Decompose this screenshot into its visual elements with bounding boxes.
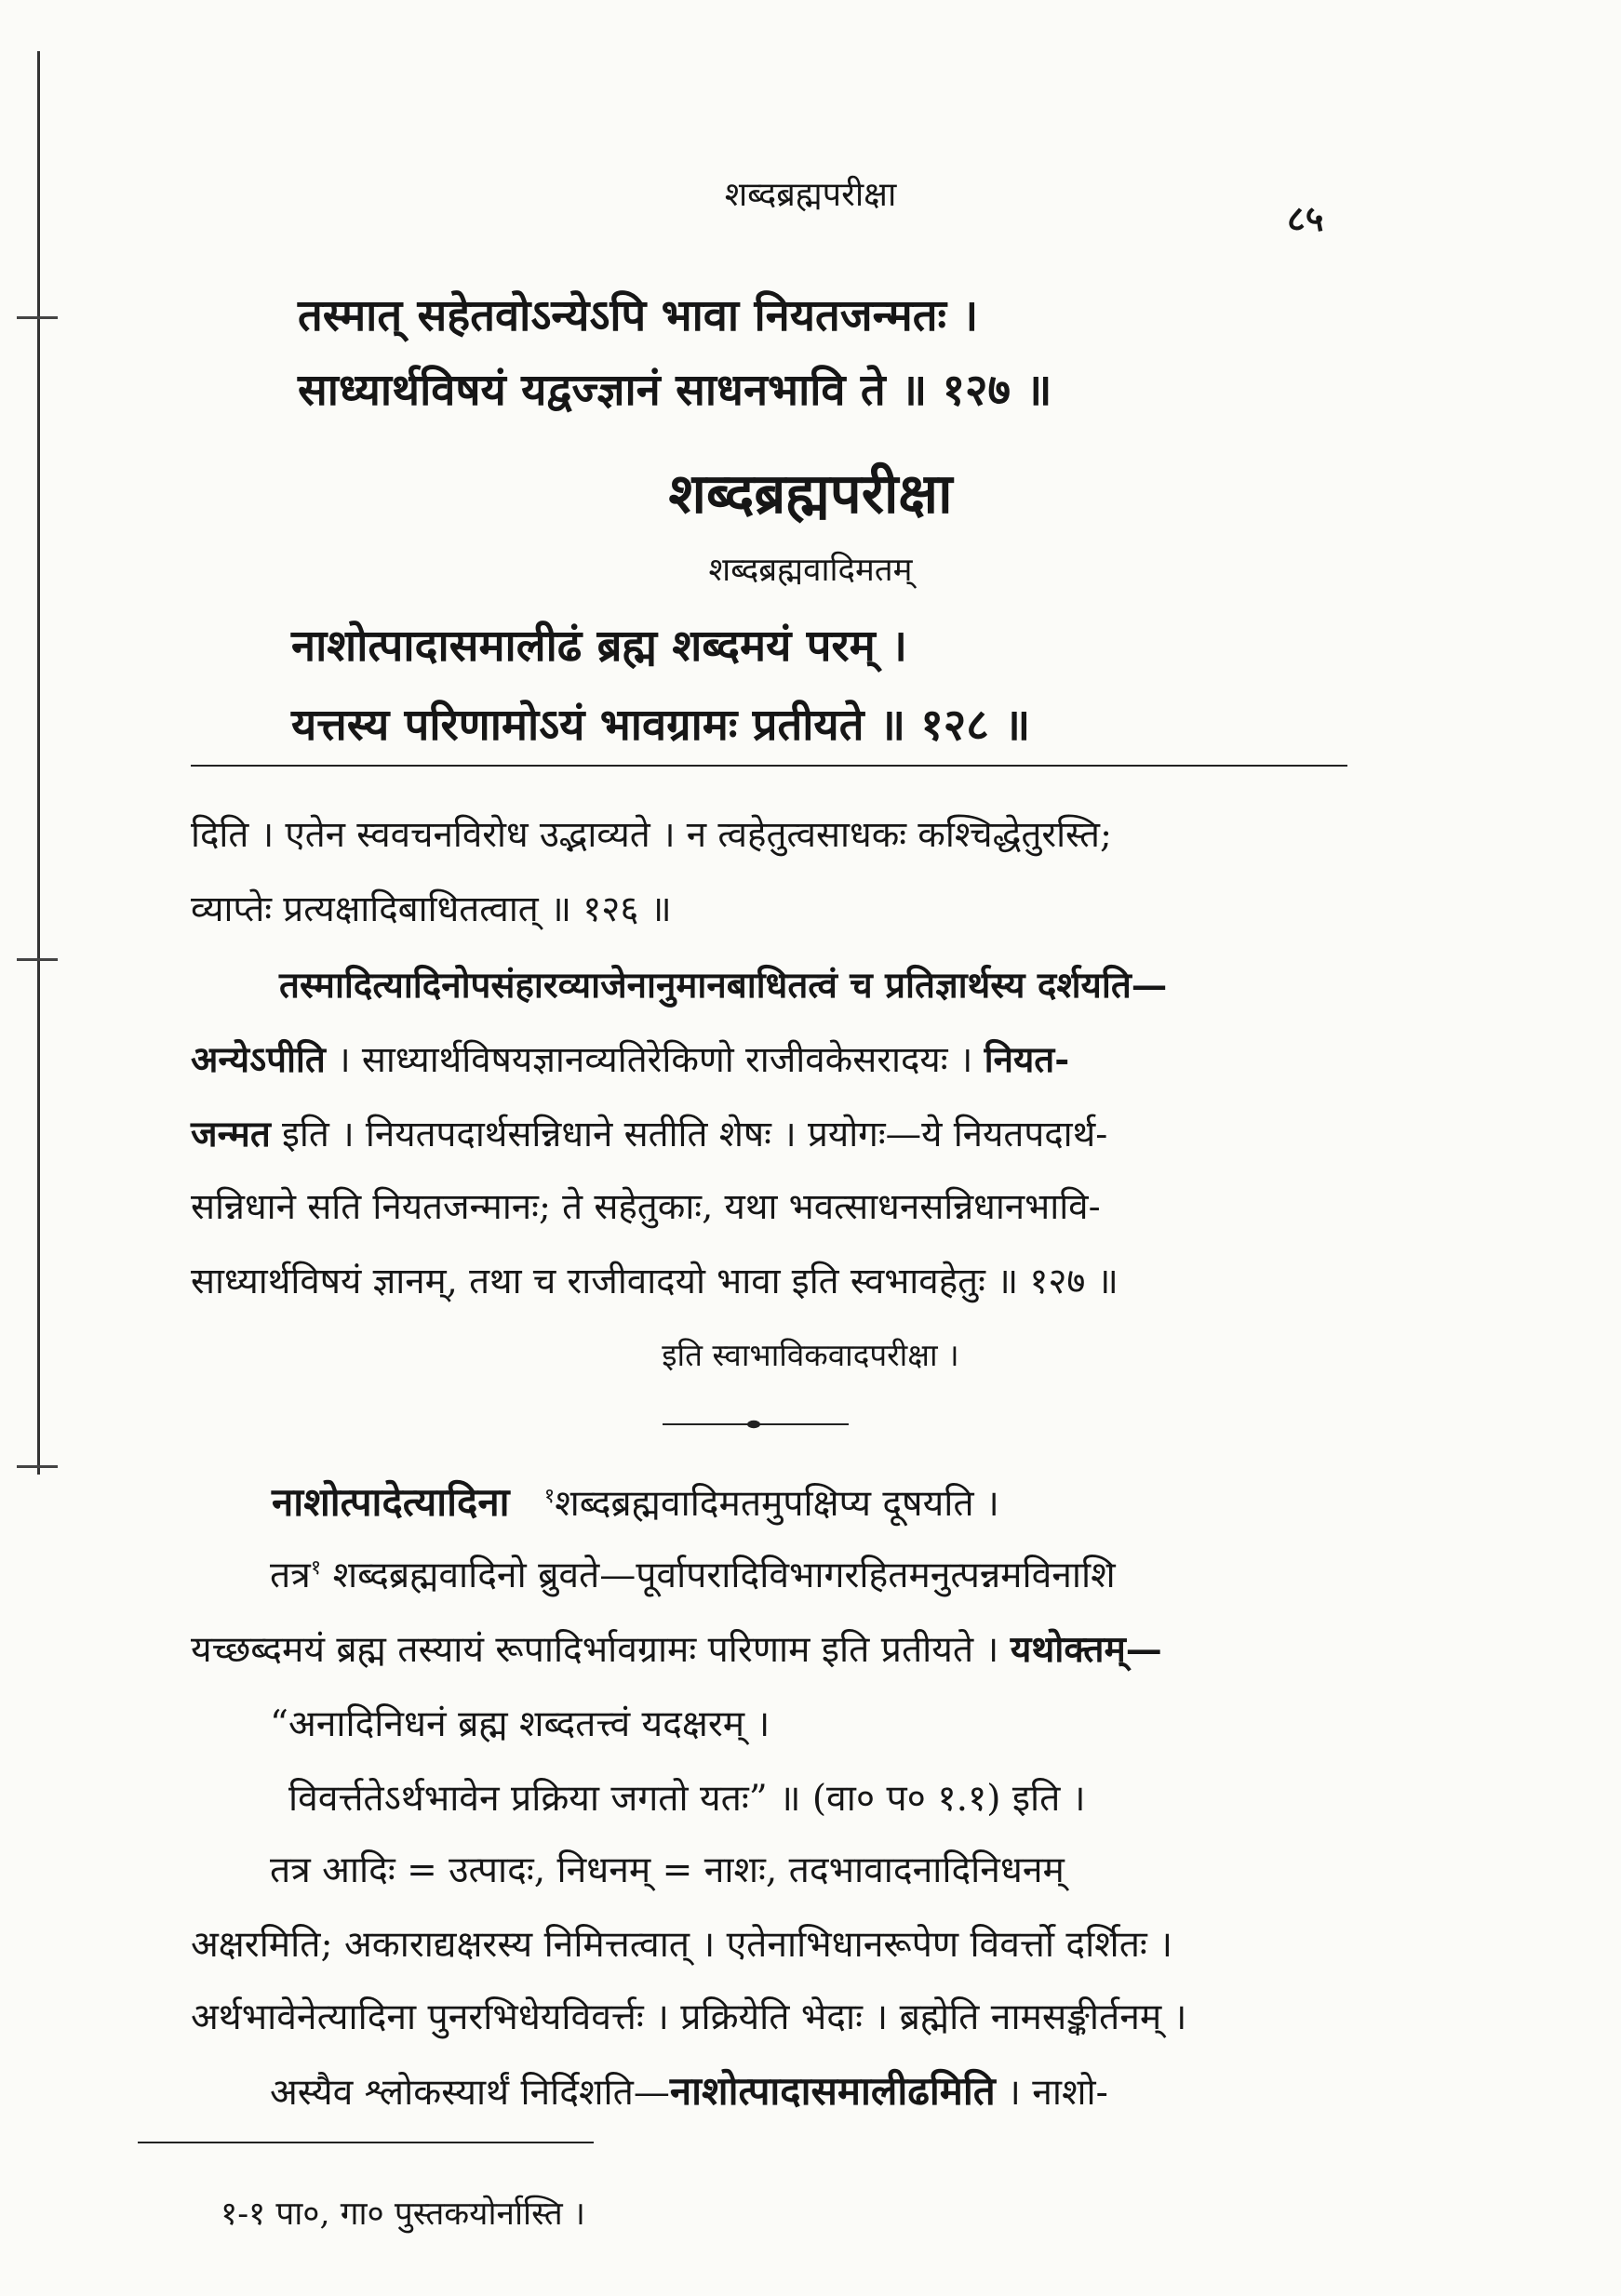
running-head: शब्दब्रह्मपरीक्षा <box>724 176 897 214</box>
verse-127-line-1: तस्मात् सहेतवोऽन्येऽपि भावा नियतजन्मतः । <box>298 290 979 341</box>
discussion-line: तत्र आदिः = उत्पादः, निधनम् = नाशः, तदभावादनादिनिधनम् <box>270 1849 1065 1891</box>
commentary-text: इति । नियतपदार्थसन्निधाने सतीति शेषः । प्रयोगः—ये नियतपदार्थ- <box>270 1114 1108 1155</box>
commentary-line: दिति । एतेन स्ववचनविरोध उद्भाव्यते । न त्वहेतुत्वसाधकः कश्चिद्धेतुरस्ति; <box>191 814 1112 856</box>
discussion-text: यच्छब्दमयं ब्रह्म तस्यायं रूपादिर्भावग्रामः परिणाम इति प्रतीयते । <box>191 1629 1011 1671</box>
footnote-marker: १ <box>310 1556 322 1580</box>
footnote: १-१ पा०, गा० पुस्तकयोर्नास्ति । <box>221 2196 586 2233</box>
discussion-text: । नाशो- <box>995 2072 1108 2114</box>
discussion-text: तत्र <box>270 1555 311 1596</box>
section-subtitle: शब्दब्रह्मवादिमतम् <box>708 552 913 589</box>
commentary-line <box>279 960 1167 1008</box>
commentary-line: साध्यार्थविषयं ज्ञानम्, तथा च राजीवादयो भावा इति स्वभावहेतुः ॥ १२७ ॥ <box>191 1261 1119 1302</box>
binding-mark <box>17 1465 58 1468</box>
commentary-lemma: नियत- <box>984 1039 1070 1081</box>
discussion-line <box>191 1623 1162 1673</box>
footnote-marker: १ <box>543 1485 556 1508</box>
section-title: शब्दब्रह्मपरीक्षा <box>668 461 953 527</box>
discussion-text: शब्दब्रह्मवादिमतमुपक्षिप्य दूषयति । <box>555 1483 999 1525</box>
verse-128-line-2: यत्तस्य परिणामोऽयं भावग्रामः प्रतीयते ॥ १२८ ॥ <box>291 700 1031 751</box>
commentary-line <box>191 1109 1107 1157</box>
binding-edge <box>37 51 40 1475</box>
commentary-line <box>191 1035 1069 1083</box>
discussion-line <box>272 1475 999 1528</box>
commentary-text: । साध्यार्थविषयज्ञानव्यतिरेकिणो राजीवकेसरादयः । <box>325 1039 985 1081</box>
colophon: इति स्वाभाविकवादपरीक्षा । <box>662 1337 959 1373</box>
discussion-lemma: नाशोत्पादेत्यादिना <box>272 1479 510 1525</box>
discussion-text: शब्दब्रह्मवादिनो ब्रुवते—पूर्वापरादिविभागरहितमनुत्पन्नमविनाशि <box>321 1555 1116 1596</box>
verse-127-line-2: साध्यार्थविषयं यद्वज्ज्ञानं साधनभावि ते ॥ १२७ ॥ <box>298 365 1052 416</box>
discussion-line: अर्थभावेनेत्यादिना पुनरभिधेयविवर्त्तः । प्रक्रियेति भेदाः । ब्रह्मेति नामसङ्कीर्तनम् । <box>191 1996 1187 2038</box>
text-divider <box>191 765 1347 767</box>
quotation-line: “अनादिनिधनं ब्रह्म शब्दतत्त्वं यदक्षरम् । <box>270 1703 770 1745</box>
binding-mark <box>17 316 58 319</box>
commentary-lemma: तस्मादित्यादिनोपसंहारव्याजेनानुमानबाधितत्वं च प्रतिज्ञार्थस्य दर्शयति— <box>279 965 1168 1007</box>
discussion-text: अस्यैव श्लोकस्यार्थं निर्दिशति— <box>270 2072 670 2114</box>
quotation-line: विवर्त्ततेऽर्थभावेन प्रक्रिया जगतो यतः” ॥ (वा० प० १.१) इति । <box>288 1778 1086 1820</box>
binding-mark <box>17 958 58 961</box>
commentary-lemma: जन्मत <box>191 1114 271 1155</box>
discussion-line: अक्षरमिति; अकाराद्यक्षरस्य निमित्तत्वात् । एतेनाभिधानरूपेण विवर्त्तो दर्शितः । <box>191 1924 1172 1966</box>
discussion-lemma: नाशोत्पादासमालीढमिति <box>669 2068 996 2114</box>
discussion-line <box>270 2063 1108 2116</box>
footnote-divider <box>138 2142 594 2143</box>
commentary-line: सन्निधाने सति नियतजन्मानः; ते सहेतुकाः, यथा भवत्साधनसन्निधानभावि- <box>191 1186 1101 1228</box>
discussion-lemma: यथोक्तम्— <box>1010 1628 1162 1671</box>
commentary-line: व्याप्तेः प्रत्यक्षादिबाधितत्वात् ॥ १२६ ॥ <box>191 888 672 930</box>
verse-128-line-1: नाशोत्पादासमालीढं ब्रह्म शब्दमयं परम् । <box>291 621 907 672</box>
commentary-lemma: अन्येऽपीति <box>191 1039 326 1081</box>
ornament-dot <box>747 1421 760 1428</box>
discussion-line <box>270 1549 1116 1598</box>
page-number: ८५ <box>1287 197 1324 239</box>
